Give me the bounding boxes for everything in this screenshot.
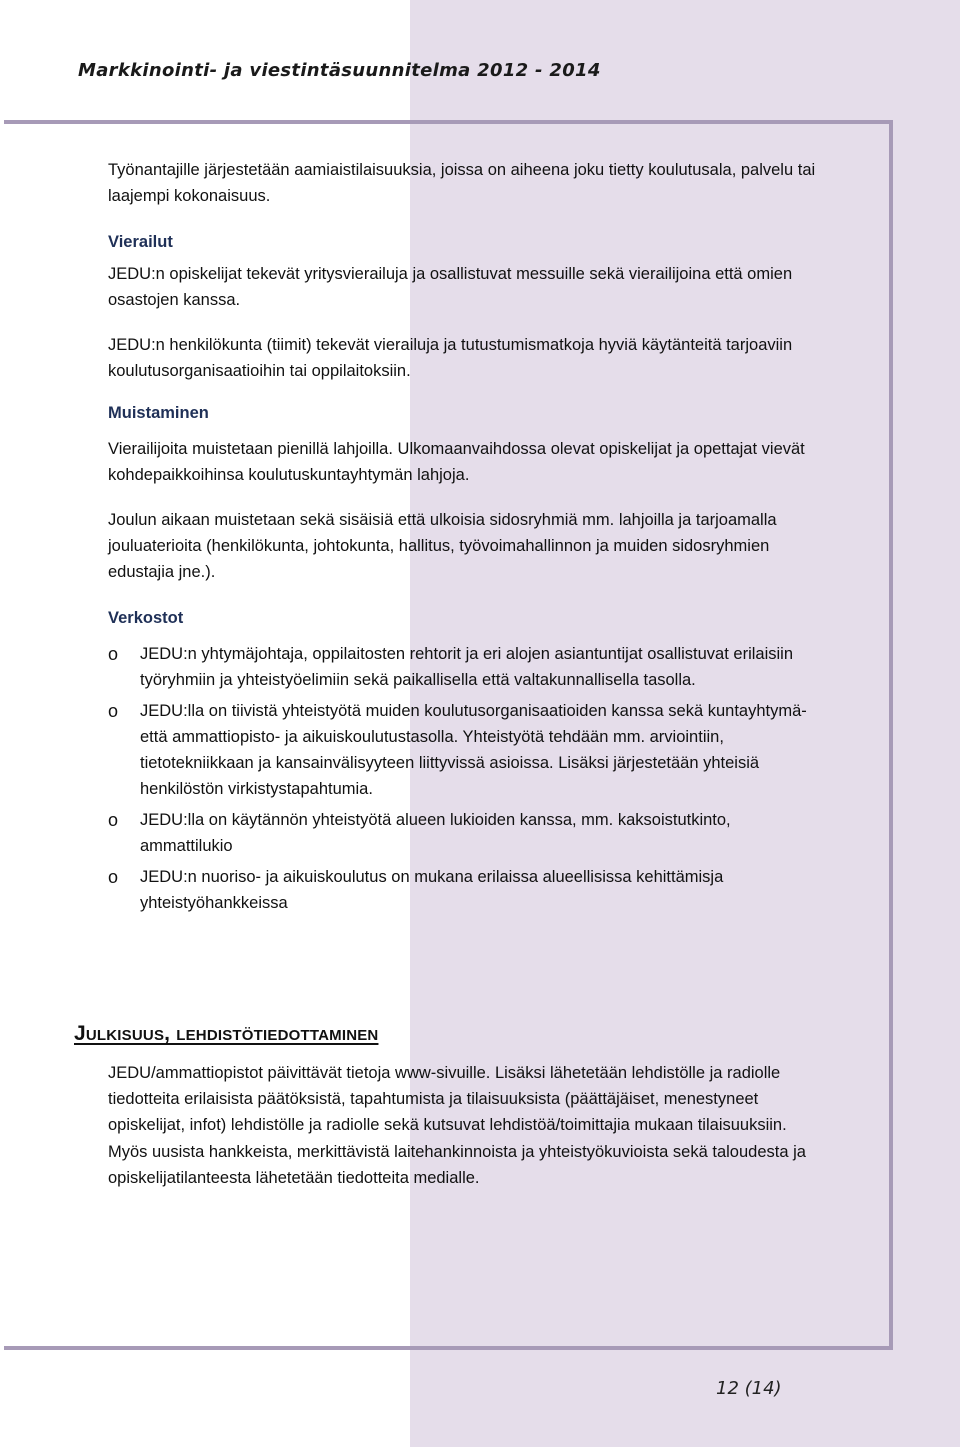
verkostot-list: [108, 641, 820, 916]
list-item: [108, 807, 820, 859]
page-number: 12 (14): [716, 1378, 782, 1399]
intro-paragraph: Työnantajille järjestetään aamiaistilaisuuksia, joissa on aiheena joku tietty koulutusala, palvelu tai laajempi kokonaisuus.: [108, 161, 816, 205]
julkisuus-heading-text: Julkisuus, lehdistötiedottaminen: [74, 1022, 379, 1045]
vierailut-heading: Vierailut: [108, 233, 173, 251]
running-header: Markkinointi- ja viestintäsuunnitelma 2012 - 2014: [78, 60, 601, 81]
bullet-marker: o: [108, 701, 119, 721]
list-item-text: JEDU:lla on käytännön yhteistyötä alueen lukioiden kanssa, mm. kaksoistutkinto, ammattilukio: [140, 811, 731, 855]
main-content: [108, 157, 820, 916]
list-item: [108, 864, 820, 916]
vierailut-paragraph-2: JEDU:n henkilökunta (tiimit) tekevät vierailuja ja tutustumismatkoja hyviä käytänteitä tarjoaviin koulutusorganisaatioihin tai oppilaitoksiin.: [108, 336, 793, 380]
list-item: [108, 641, 820, 693]
muistaminen-paragraph-2: Joulun aikaan muistetaan sekä sisäisiä että ulkoisia sidosryhmiä mm. lahjoilla ja tarjoamalla jouluaterioita (henkilökunta, johtokunta, hallitus, työvoimahallinnon ja muiden sidosryhmien edustajia jne.).: [108, 511, 777, 581]
bullet-marker: o: [108, 810, 119, 830]
muistaminen-heading: Muistaminen: [108, 404, 209, 422]
list-item-text: JEDU:n nuoriso- ja aikuiskoulutus on mukana erilaissa alueellisissa kehittämisja yhteistyöhankkeissa: [140, 868, 724, 912]
bullet-marker: o: [108, 644, 119, 664]
list-item-text: JEDU:lla on tiivistä yhteistyötä muiden koulutusorganisaatioiden kanssa sekä kuntayhtymä- että ammattiopisto- ja aikuiskoulutustasolla. Yhteistyötä tehdään mm. arviointiin, tietotekniikkaan ja kansainvälisyyteen liittyvissä asioissa. Lisäksi järjestetään yhteisiä henkilöstön virkistystapahtumia.: [140, 702, 807, 798]
julkisuus-heading: [74, 1022, 378, 1046]
list-item: [108, 698, 820, 802]
list-item-text: JEDU:n yhtymäjohtaja, oppilaitosten rehtorit ja eri alojen asiantuntijat osallistuvat erilaisiin työryhmiin ja yhteistyöelimiin sekä paikallisella että valtakunnallisella tasolla.: [140, 645, 793, 689]
vierailut-paragraph-1: JEDU:n opiskelijat tekevät yritysvierailuja ja osallistuvat messuille sekä vierailijoina että omien osastojen kanssa.: [108, 265, 793, 309]
bullet-marker: o: [108, 867, 119, 887]
julkisuus-paragraph: JEDU/ammattiopistot päivittävät tietoja www-sivuille. Lisäksi lähetetään lehdistölle ja radiolle tiedotteita erilaisista päätöksistä, tapahtumista ja tilaisuuksista (päättäjäiset, menestyneet opiskelijat, infot) lehdistölle ja radiolle sekä kutsuvat lehdistöä/toimittajia mukaan tilaisuuksiin. Myös uusista hankkeista, merkittävistä laitehankinnoista ja yhteistyökuvioista sekä taloudesta ja opiskelijatilanteesta lähetetään tiedotteita medialle.: [108, 1064, 806, 1187]
muistaminen-paragraph-1: Vierailijoita muistetaan pienillä lahjoilla. Ulkomaanvaihdossa olevat opiskelijat ja opettajat vievät kohdepaikkoihinsa koulutuskuntayhtymän lahjoja.: [108, 440, 805, 484]
verkostot-heading: Verkostot: [108, 609, 184, 627]
